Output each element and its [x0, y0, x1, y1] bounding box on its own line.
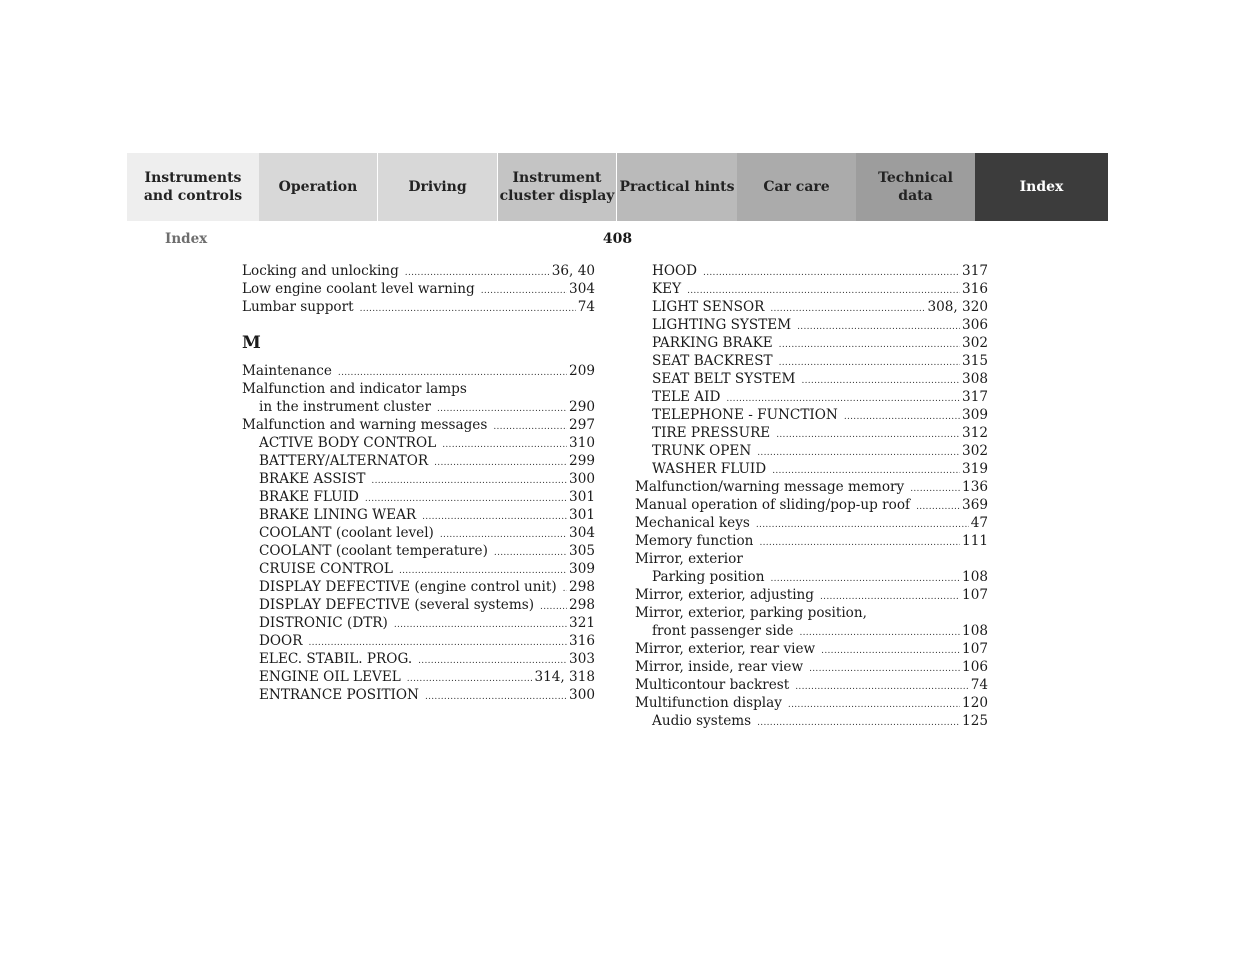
index-entry-term: Manual operation of sliding/pop-up roof [635, 497, 911, 513]
index-entry-term: TELE AID [652, 389, 721, 405]
dot-leader [801, 372, 960, 390]
index-entry-page: 298 [569, 597, 595, 613]
index-entry [635, 334, 988, 352]
dot-leader [757, 444, 960, 462]
index-entry-page: 301 [569, 507, 595, 523]
index-entry-term: Mechanical keys [635, 515, 750, 531]
index-entry-page: 298 [569, 579, 595, 595]
tab-index[interactable]: Index [975, 153, 1108, 221]
index-entry [242, 686, 595, 704]
dot-leader [779, 354, 960, 372]
index-entry [242, 542, 595, 560]
index-entry [242, 578, 595, 596]
dot-leader [425, 688, 567, 706]
index-entry-page: 209 [569, 363, 595, 379]
index-entry-page: 36, 40 [551, 263, 595, 279]
index-entry-term: Memory function [635, 533, 754, 549]
index-entry-term: Malfunction and warning messages [242, 417, 488, 433]
index-entry-term: Locking and unlocking [242, 263, 399, 279]
dot-leader [910, 480, 960, 498]
index-entry-term: Malfunction/warning message memory [635, 479, 905, 495]
index-entry [242, 560, 595, 578]
index-entry-page: 308 [962, 371, 988, 387]
dot-leader [407, 670, 533, 688]
index-entry-page: 74 [577, 299, 595, 315]
dot-leader [788, 696, 960, 714]
index-entry [635, 658, 988, 676]
index-entry-term: DISPLAY DEFECTIVE (several systems) [259, 597, 535, 613]
index-entry [242, 416, 595, 434]
index-entry-term: LIGHT SENSOR [652, 299, 765, 315]
dot-leader [540, 598, 567, 616]
index-entry [635, 460, 988, 478]
index-entry-page: 108 [962, 569, 988, 585]
dot-leader [795, 678, 968, 696]
index-entry [242, 488, 595, 506]
index-entry-page: 316 [962, 281, 988, 297]
page-number: 408 [602, 231, 633, 247]
index-entry-page: 136 [962, 479, 988, 495]
index-entry-term: HOOD [652, 263, 698, 279]
index-entry-page: 312 [962, 425, 988, 441]
index-entry-term: BRAKE ASSIST [259, 471, 366, 487]
index-entry-term: ENTRANCE POSITION [259, 687, 419, 703]
index-entry [242, 668, 595, 686]
index-group-m [242, 362, 595, 704]
index-entry-term: ENGINE OIL LEVEL [259, 669, 401, 685]
index-entry-term: SEAT BACKREST [652, 353, 773, 369]
index-column-left [242, 262, 595, 704]
dot-leader [776, 426, 960, 444]
index-entry-term: COOLANT (coolant level) [259, 525, 434, 541]
index-entry [635, 514, 988, 532]
index-entry [242, 632, 595, 650]
index-entry-page: 315 [962, 353, 988, 369]
index-entry [242, 596, 595, 614]
index-entry [635, 352, 988, 370]
index-entry [242, 298, 595, 316]
index-entry-term: TELEPHONE - FUNCTION [652, 407, 838, 423]
index-entry [635, 496, 988, 514]
dot-leader [493, 418, 567, 436]
index-entry [635, 280, 988, 298]
index-entry-term: BATTERY/ALTERNATOR [259, 453, 429, 469]
dot-leader [809, 660, 960, 678]
index-entry-page: 120 [962, 695, 988, 711]
index-entry-term: LIGHTING SYSTEM [652, 317, 792, 333]
index-entry-page: 300 [569, 687, 595, 703]
index-entry-term: Low engine coolant level warning [242, 281, 475, 297]
index-entry-term: TIRE PRESSURE [652, 425, 771, 441]
index-entry-term: Multicontour backrest [635, 677, 790, 693]
index-entry-heading: Mirror, exterior, parking position, [635, 605, 867, 621]
index-entry [635, 478, 988, 496]
index-entry-page: 309 [569, 561, 595, 577]
index-entry-page: 108 [962, 623, 988, 639]
dot-leader [821, 642, 960, 660]
index-entry-page: 303 [569, 651, 595, 667]
index-entry-page: 107 [962, 587, 988, 603]
index-entry-page: 290 [569, 399, 595, 415]
index-entry-page: 304 [569, 525, 595, 541]
index-entry [242, 434, 595, 452]
index-entry [635, 640, 988, 658]
index-group-m-continued [635, 262, 988, 730]
index-entry-term: TRUNK OPEN [652, 443, 752, 459]
index-entry [635, 532, 988, 550]
tab-car-care[interactable]: Car care [737, 153, 856, 221]
index-entry [242, 506, 595, 524]
tab-instruments-and-controls[interactable]: Instruments and controls [127, 153, 259, 221]
index-entry [242, 262, 595, 280]
index-entry [635, 388, 988, 406]
index-entry [242, 614, 595, 632]
index-entry-page: 107 [962, 641, 988, 657]
index-entry-term: COOLANT (coolant temperature) [259, 543, 488, 559]
index-entry-term: front passenger side [652, 623, 794, 639]
index-entry-page: 305 [569, 543, 595, 559]
dot-leader [756, 516, 969, 534]
dot-leader [422, 508, 567, 526]
index-entry-term: BRAKE FLUID [259, 489, 359, 505]
dot-leader [779, 336, 960, 354]
tab-instrument-cluster-display[interactable]: Instrument cluster display [498, 153, 617, 221]
index-entry-term: DISPLAY DEFECTIVE (engine control unit) [259, 579, 557, 595]
index-group-l [242, 262, 595, 316]
index-entry-page: 317 [962, 263, 988, 279]
index-entry-term: Multifunction display [635, 695, 782, 711]
index-entry-term: Mirror, inside, rear view [635, 659, 804, 675]
index-entry [242, 280, 595, 298]
tab-technical-data[interactable]: Technical data [856, 153, 975, 221]
dot-leader [770, 300, 925, 318]
dot-leader [434, 454, 567, 472]
section-title: Index [165, 231, 208, 247]
index-entry-term: Audio systems [652, 713, 752, 729]
index-entry-page: 300 [569, 471, 595, 487]
dot-leader [371, 472, 567, 490]
index-entry [242, 452, 595, 470]
dot-leader [759, 534, 960, 552]
tab-practical-hints[interactable]: Practical hints [617, 153, 737, 221]
index-entry-term: ACTIVE BODY CONTROL [259, 435, 437, 451]
index-entry-page: 309 [962, 407, 988, 423]
index-entry [635, 298, 988, 316]
index-entry-page: 317 [962, 389, 988, 405]
index-entry-term: Parking position [652, 569, 765, 585]
index-column-right [635, 262, 988, 730]
index-entry-term: PARKING BRAKE [652, 335, 773, 351]
index-entry-page: 308, 320 [927, 299, 988, 315]
dot-leader [481, 282, 567, 300]
index-entry [635, 262, 988, 280]
dot-leader [703, 264, 960, 282]
index-entry-page: 302 [962, 335, 988, 351]
index-entry-term: KEY [652, 281, 682, 297]
index-entry-term: CRUISE CONTROL [259, 561, 393, 577]
index-entry-page: 299 [569, 453, 595, 469]
index-entry [635, 694, 988, 712]
dot-leader [757, 714, 960, 732]
index-entry-page: 321 [569, 615, 595, 631]
index-entry [635, 406, 988, 424]
tab-operation[interactable]: Operation [259, 153, 378, 221]
index-entry-term: Maintenance [242, 363, 332, 379]
index-entry-page: 310 [569, 435, 595, 451]
dot-leader [563, 580, 567, 598]
index-entry-term: in the instrument cluster [259, 399, 431, 415]
index-entry [242, 470, 595, 488]
index-entry [635, 622, 988, 640]
index-entry-page: 302 [962, 443, 988, 459]
index-entry-page: 316 [569, 633, 595, 649]
index-entry-page: 301 [569, 489, 595, 505]
index-entry [242, 362, 595, 380]
dot-leader [844, 408, 960, 426]
index-entry-term: DISTRONIC (DTR) [259, 615, 388, 631]
index-entry [635, 316, 988, 334]
index-entry [635, 370, 988, 388]
index-entry-page: 369 [962, 497, 988, 513]
dot-leader [360, 300, 576, 318]
index-entry [635, 676, 988, 694]
index-entry [242, 650, 595, 668]
index-entry-term: WASHER FLUID [652, 461, 767, 477]
index-entry-term: BRAKE LINING WEAR [259, 507, 417, 523]
index-entry-heading: Malfunction and indicator lamps [242, 381, 467, 397]
index-entry-term: DOOR [259, 633, 303, 649]
dot-leader [799, 624, 960, 642]
index-entry-page: 47 [970, 515, 988, 531]
tab-driving[interactable]: Driving [378, 153, 498, 221]
index-letter-heading: M [242, 333, 261, 353]
index-entry-page: 106 [962, 659, 988, 675]
index-entry-term: Mirror, exterior, rear view [635, 641, 816, 657]
index-entry-term: SEAT BELT SYSTEM [652, 371, 796, 387]
index-entry [635, 712, 988, 730]
dot-leader [916, 498, 960, 516]
dot-leader [442, 436, 567, 454]
index-entry [635, 586, 988, 604]
index-entry [635, 424, 988, 442]
index-entry-page: 306 [962, 317, 988, 333]
index-entry-page: 304 [569, 281, 595, 297]
index-entry-page: 74 [970, 677, 988, 693]
index-entry [242, 524, 595, 542]
dot-leader [797, 318, 960, 336]
dot-leader [494, 544, 567, 562]
dot-leader [394, 616, 567, 634]
index-entry-heading: Mirror, exterior [635, 551, 743, 567]
chapter-tab-bar [127, 153, 1108, 221]
index-entry [635, 568, 988, 586]
index-entry [635, 442, 988, 460]
index-entry-page: 125 [962, 713, 988, 729]
index-entry-term: Mirror, exterior, adjusting [635, 587, 815, 603]
index-entry-term: ELEC. STABIL. PROG. [259, 651, 413, 667]
index-entry-page: 319 [962, 461, 988, 477]
index-entry-page: 314, 318 [534, 669, 595, 685]
index-entry-term: Lumbar support [242, 299, 354, 315]
index-entry-page: 111 [962, 533, 988, 549]
index-entry [242, 398, 595, 416]
index-entry-page: 297 [569, 417, 595, 433]
